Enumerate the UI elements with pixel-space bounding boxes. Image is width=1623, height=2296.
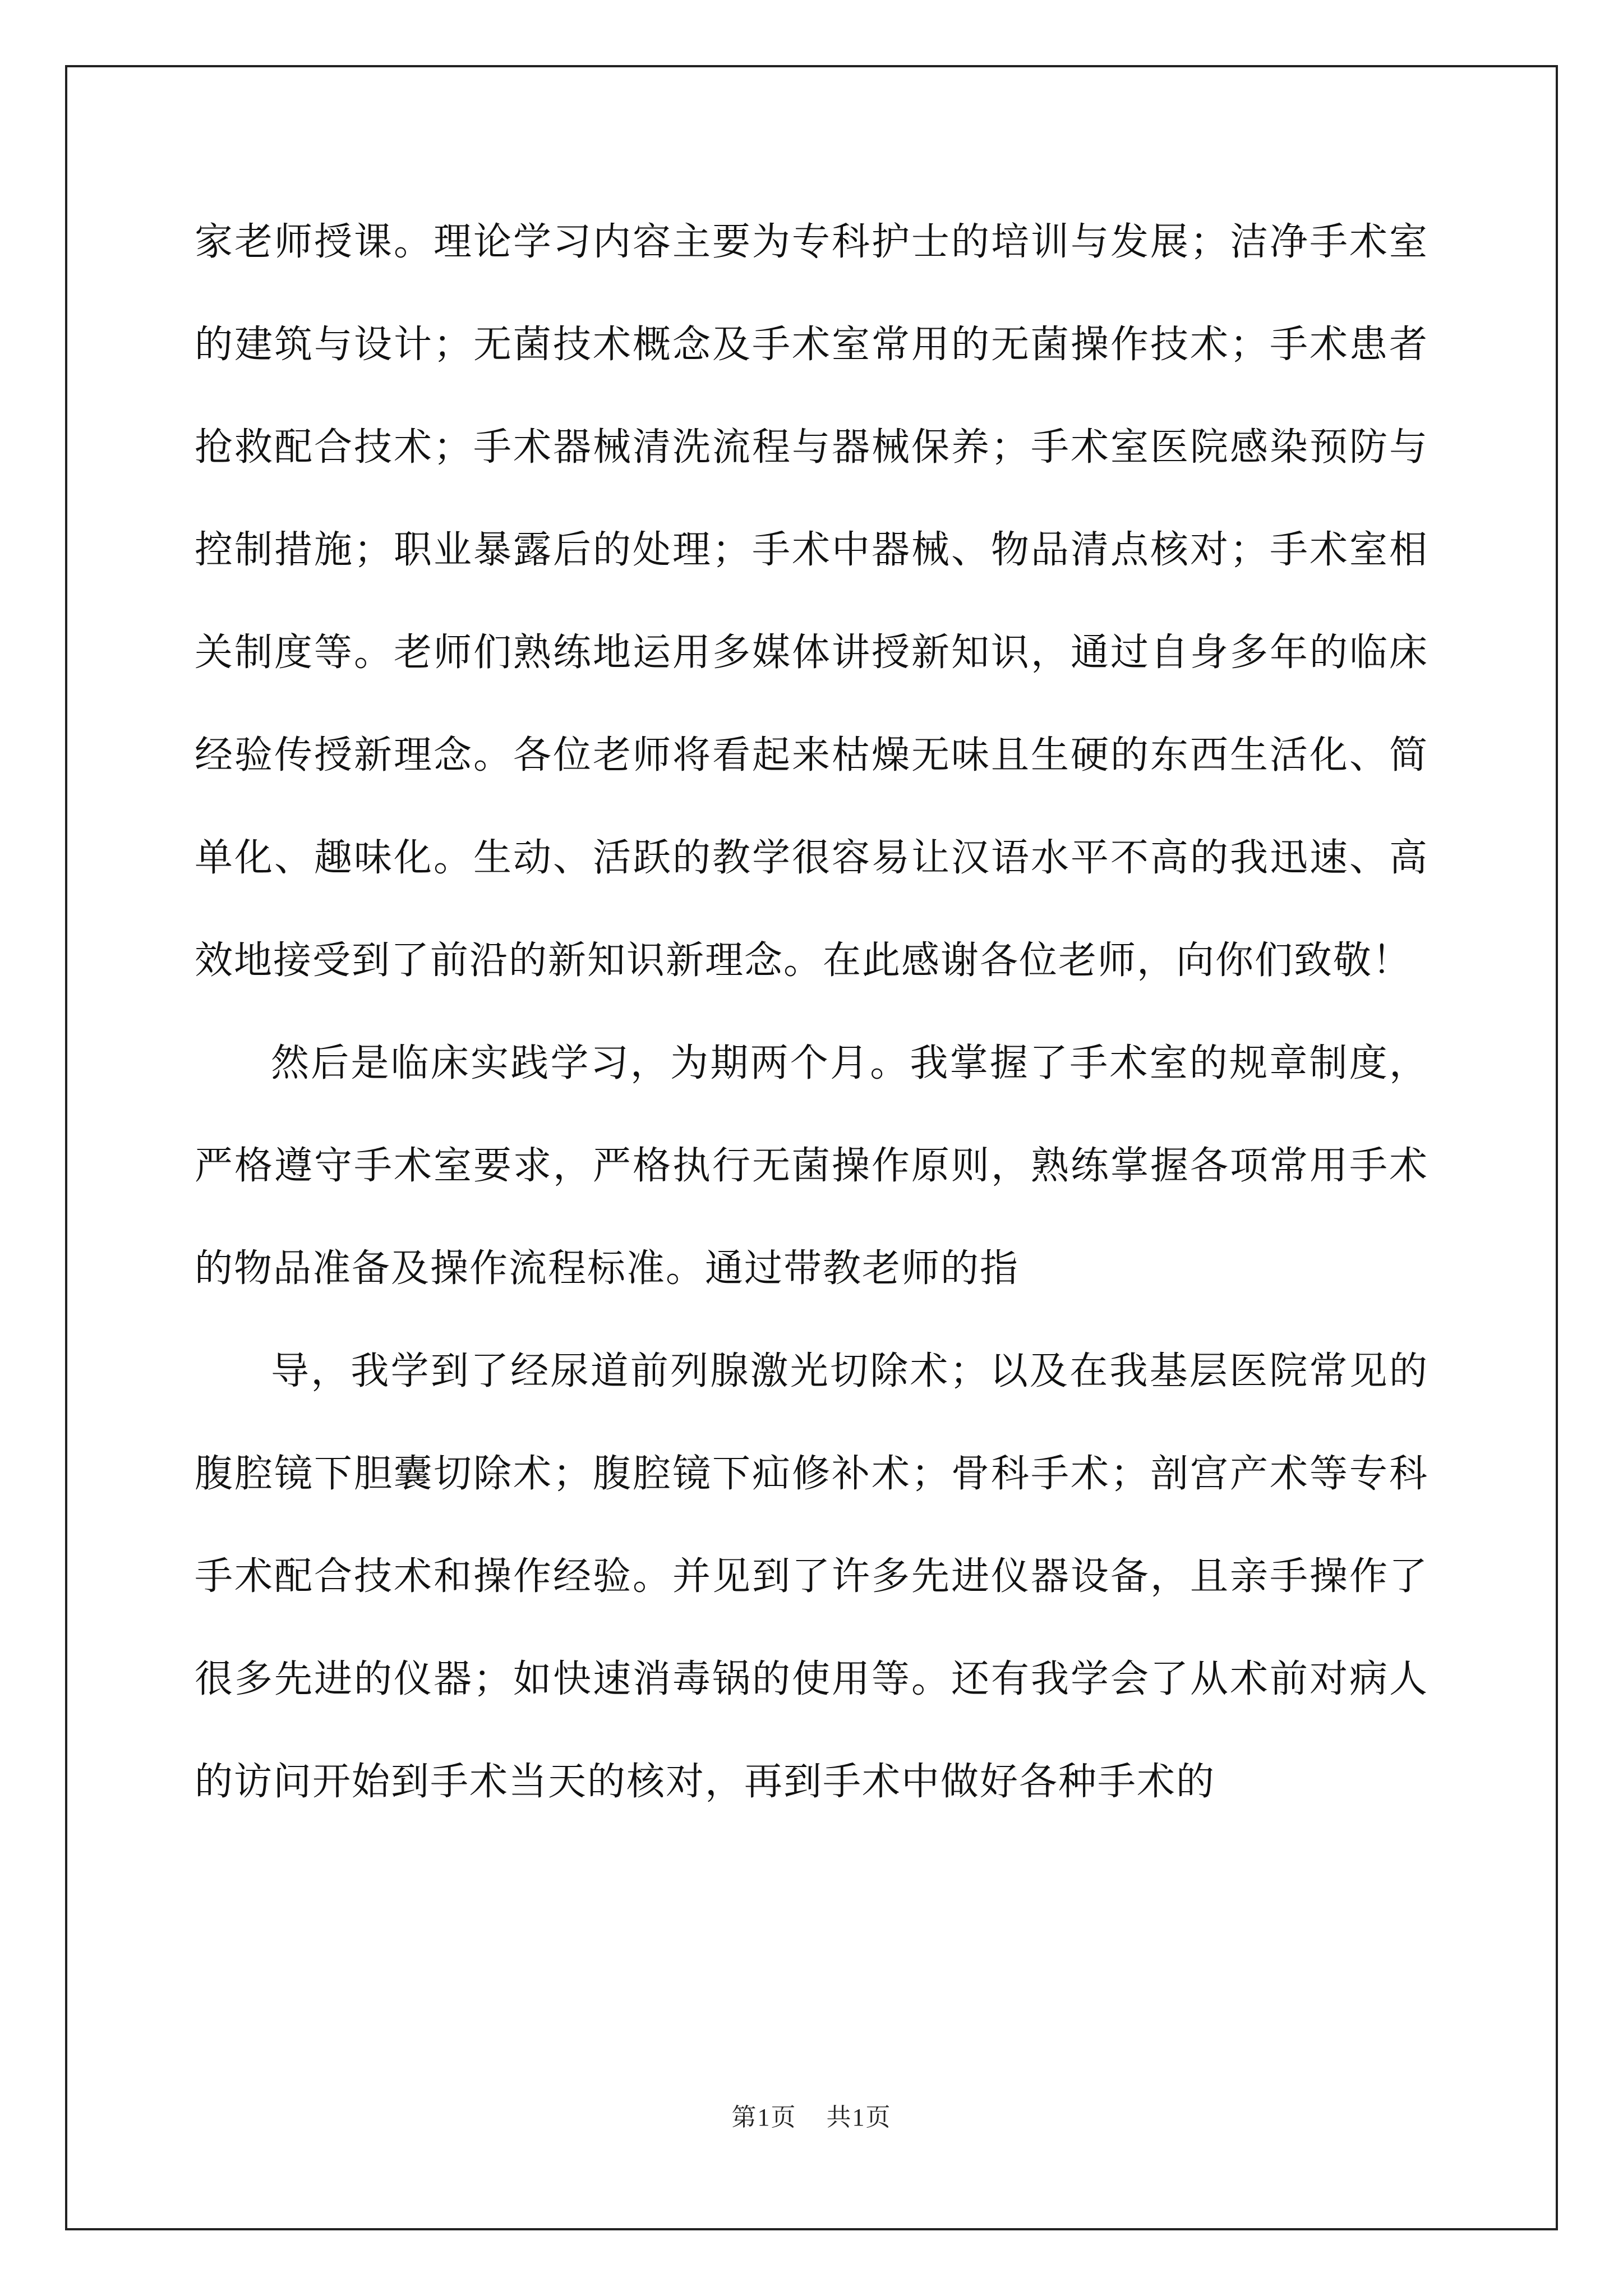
document-body <box>195 191 1428 1833</box>
paragraph-2: 然后是临床实践学习，为期两个月。我掌握了手术室的规章制度，严格遵守手术室要求，严格执行无菌操作原则，熟练掌握各项常用手术的物品准备及操作流程标准。通过带教老师的指 <box>195 1041 1428 1291</box>
paragraph-1: 家老师授课。理论学习内容主要为专科护士的培训与发展；洁净手术室的建筑与设计；无菌技术概念及手术室常用的无菌操作技术；手术患者抢救配合技术；手术器械清洗流程与器械保养；手术室医院感染预防与控制措施；职业暴露后的处理；手术中器械、物品清点核对；手术室相关制度等。老师们熟练地运用多媒体讲授新知识，通过自身多年的临床经验传授新理念。各位老师将看起来枯燥无味且生硬的东西生活化、简单化、趣味化。生动、活跃的教学很容易让汉语水平不高的我迅速、高效地接受到了前沿的新知识新理念。在此感谢各位老师，向你们致敬！ <box>195 220 1428 983</box>
page-number-total: 共1页 <box>826 2104 892 2131</box>
page-footer <box>0 2097 1623 2133</box>
paragraph-3: 导，我学到了经尿道前列腺激光切除术；以及在我基层医院常见的腹腔镜下胆囊切除术；腹腔镜下疝修补术；骨科手术；剖宫产术等专科手术配合技术和操作经验。并见到了许多先进仪器设备，且亲手操作了很多先进的仪器；如快速消毒锅的使用等。还有我学会了从术前对病人的访问开始到手术当天的核对，再到手术中做好各种手术的 <box>195 1349 1428 1804</box>
page-number-current: 第1页 <box>731 2104 797 2131</box>
